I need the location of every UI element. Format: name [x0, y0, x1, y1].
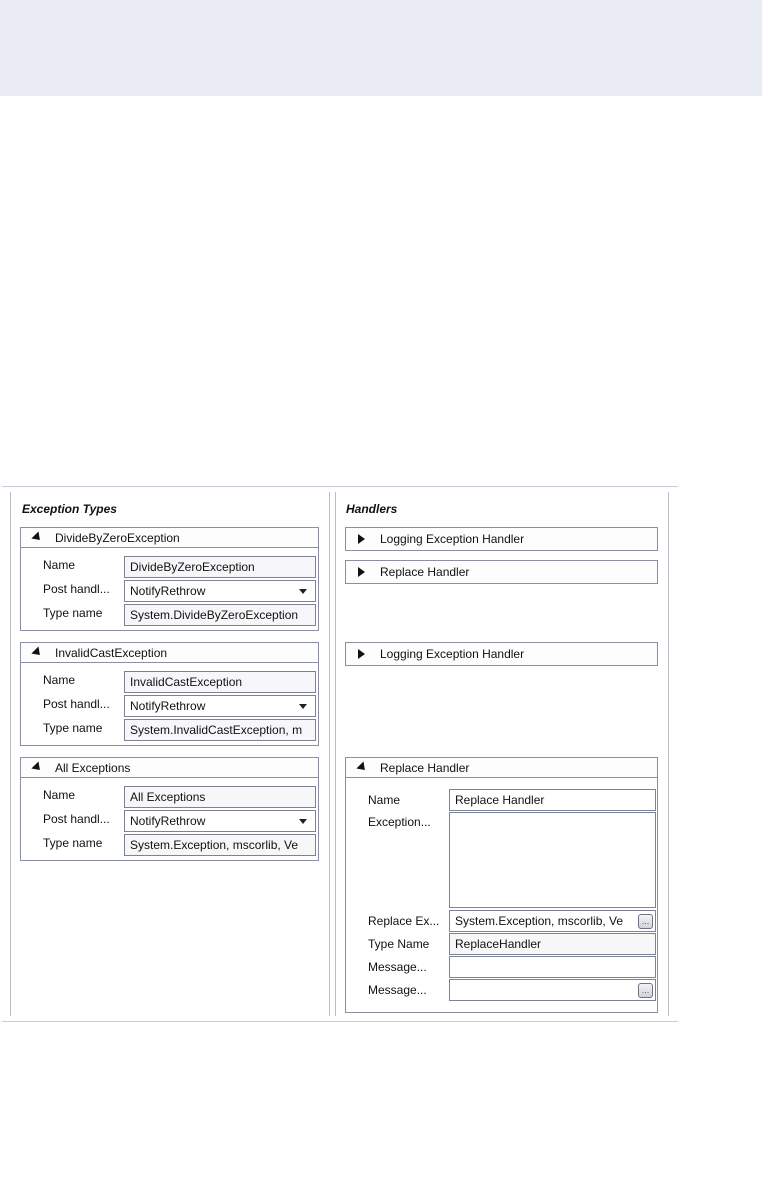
type-name-field[interactable]: System.InvalidCastException, m — [124, 719, 316, 741]
exception-group-header[interactable] — [21, 643, 318, 663]
exception-group-title: DivideByZeroException — [55, 530, 180, 545]
collapse-triangle-icon[interactable] — [356, 763, 366, 773]
handler-header[interactable] — [346, 561, 657, 583]
expand-triangle-icon[interactable] — [356, 649, 366, 659]
post-handling-select[interactable] — [124, 580, 316, 602]
name-field[interactable]: InvalidCastException — [124, 671, 316, 693]
handlers-heading: Handlers — [346, 502, 398, 516]
top-banner — [0, 0, 762, 96]
post-handling-label: Post handl... — [43, 812, 110, 826]
exception-group-title: InvalidCastException — [55, 645, 168, 660]
handler-title: Logging Exception Handler — [380, 647, 525, 661]
collapse-triangle-icon[interactable] — [31, 648, 41, 658]
post-handling-value: NotifyRethrow — [130, 584, 206, 598]
exception-group-header[interactable] — [21, 528, 318, 548]
exception-message-textarea[interactable] — [449, 812, 656, 908]
post-handling-select[interactable] — [124, 695, 316, 717]
message-label-1: Message... — [368, 960, 427, 974]
handler-header[interactable] — [346, 528, 657, 550]
exception-group-all-exceptions — [20, 757, 319, 861]
collapse-triangle-icon[interactable] — [31, 533, 41, 543]
name-field[interactable]: DivideByZeroException — [124, 556, 316, 578]
replace-exception-field[interactable] — [449, 910, 656, 932]
type-name-field[interactable]: System.Exception, mscorlib, Ve — [124, 834, 316, 856]
handler-title: Logging Exception Handler — [380, 532, 525, 546]
post-handling-value: NotifyRethrow — [130, 814, 206, 828]
dropdown-caret-icon[interactable] — [299, 704, 307, 709]
message-field-2[interactable] — [449, 979, 656, 1001]
type-name-label: Type name — [43, 721, 103, 735]
column-divider-left — [329, 492, 330, 1016]
type-name-field[interactable]: ReplaceHandler — [449, 933, 656, 955]
expand-triangle-icon[interactable] — [356, 534, 366, 544]
handler-header[interactable] — [346, 758, 657, 778]
name-label: Name — [43, 788, 76, 802]
exception-group-title: All Exceptions — [55, 760, 131, 775]
handler-logging-1[interactable] — [345, 527, 658, 551]
type-name-label: Type Name — [368, 937, 430, 951]
left-edge-line — [10, 492, 11, 1016]
name-field[interactable]: Replace Handler — [449, 789, 656, 811]
type-name-label: Type name — [43, 836, 103, 850]
right-edge-line — [668, 492, 669, 1016]
column-divider-right — [335, 492, 336, 1016]
handler-replace-1[interactable] — [345, 560, 658, 584]
handler-replace-expanded — [345, 757, 658, 1013]
handler-header[interactable] — [346, 643, 657, 665]
exception-group-header[interactable] — [21, 758, 318, 778]
exception-types-heading: Exception Types — [22, 502, 117, 516]
name-label: Name — [43, 673, 76, 687]
post-handling-value: NotifyRethrow — [130, 699, 206, 713]
expand-triangle-icon[interactable] — [356, 567, 366, 577]
name-field[interactable]: All Exceptions — [124, 786, 316, 808]
handler-logging-2[interactable] — [345, 642, 658, 666]
type-name-label: Type name — [43, 606, 103, 620]
replace-exception-value: System.Exception, mscorlib, Ve — [455, 914, 624, 928]
name-label: Name — [43, 558, 76, 572]
browse-ellipsis-icon[interactable]: … — [638, 983, 653, 998]
exception-group-dividebyzero — [20, 527, 319, 631]
exception-message-label: Exception... — [368, 815, 431, 829]
message-label-2: Message... — [368, 983, 427, 997]
handler-title: Replace Handler — [380, 565, 470, 579]
name-label: Name — [368, 793, 401, 807]
post-handling-label: Post handl... — [43, 697, 110, 711]
message-field-1[interactable] — [449, 956, 656, 978]
browse-ellipsis-icon[interactable]: … — [638, 914, 653, 929]
type-name-field[interactable]: System.DivideByZeroException — [124, 604, 316, 626]
exception-group-invalidcast — [20, 642, 319, 746]
dropdown-caret-icon[interactable] — [299, 819, 307, 824]
replace-exception-label: Replace Ex... — [368, 914, 440, 928]
handler-title: Replace Handler — [380, 760, 470, 775]
post-handling-select[interactable] — [124, 810, 316, 832]
post-handling-label: Post handl... — [43, 582, 110, 596]
collapse-triangle-icon[interactable] — [31, 763, 41, 773]
dropdown-caret-icon[interactable] — [299, 589, 307, 594]
